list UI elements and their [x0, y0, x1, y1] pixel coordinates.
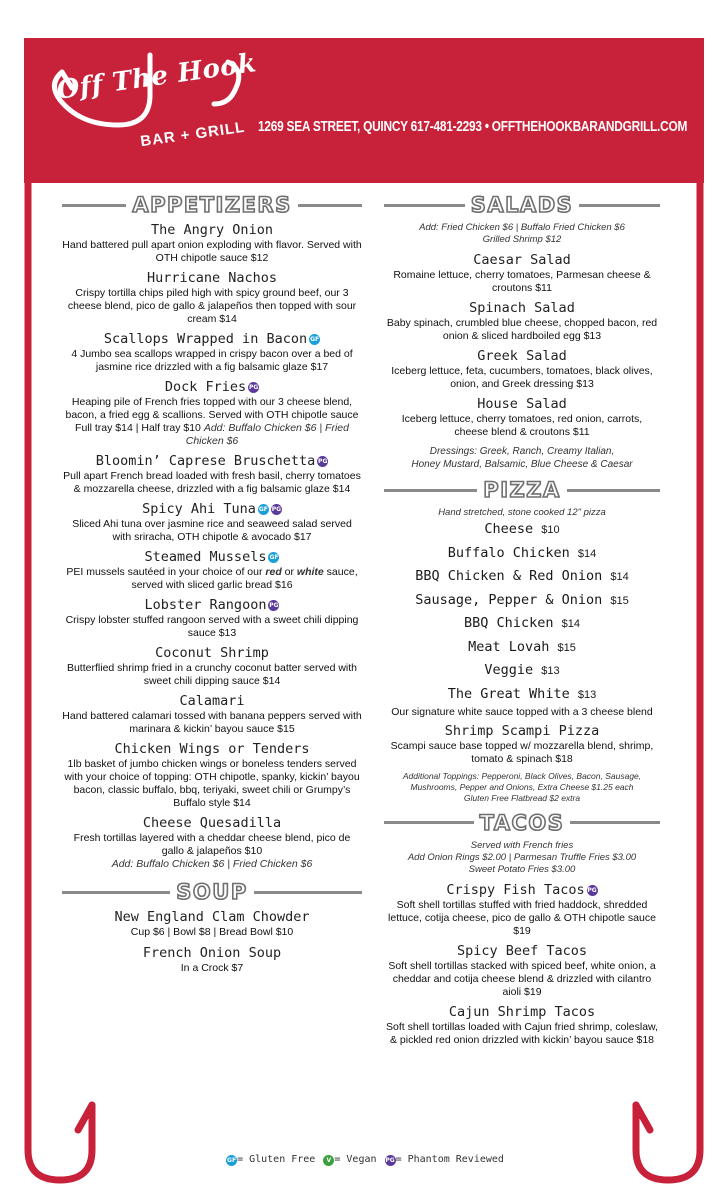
menu-item — [62, 453, 362, 496]
item-name: Spinach Salad — [469, 300, 575, 316]
pizza-title: PIZZA — [483, 478, 561, 502]
item-desc: Romaine lettuce, cherry tomatoes, Parmesan cheese & croutons $11 — [393, 269, 651, 294]
item-name: Spicy Ahi Tuna — [142, 501, 256, 517]
item-desc: 1lb basket of jumbo chicken wings or boneless tenders served with your choice of topping: OTH chipotle, spanky, kickin’ bayou bacon, classic buffalo, bbq, teriyaki, sweet chili or Grumpy’s Buffalo style $14 — [64, 758, 360, 809]
item-desc: sauce, served with sliced garlic bread $16 — [131, 566, 358, 591]
gluten-free-badge-icon: GF — [269, 554, 279, 561]
pizza-name: Meat Lovah — [468, 638, 550, 655]
item-name: Chicken Wings or Tenders — [114, 741, 310, 757]
phantom-reviewed-badge-icon: PG — [587, 886, 597, 894]
phantom-reviewed-badge-icon: PG — [318, 458, 328, 465]
menu-item — [384, 300, 660, 343]
menu-item — [384, 348, 660, 391]
menu-item — [62, 945, 362, 975]
pizza-price: $10 — [541, 524, 560, 536]
badge-legend — [0, 1154, 728, 1166]
item-name: Scallops Wrapped in Bacon — [103, 331, 308, 347]
pizza-price: $14 — [561, 618, 580, 630]
pizza-item — [384, 521, 660, 539]
pizza-item — [384, 615, 660, 633]
left-column — [62, 192, 362, 980]
menu-item — [62, 815, 362, 871]
item-name: The Angry Onion — [151, 222, 273, 238]
gluten-free-badge-icon: GF — [258, 506, 268, 513]
pizza-price: $13 — [577, 688, 597, 701]
pizza-name: The Great White — [447, 685, 570, 702]
menu-item — [62, 741, 362, 810]
item-name: Caesar Salad — [473, 252, 571, 268]
pizza-name: Veggie — [484, 662, 534, 678]
pizza-name: Buffalo Chicken — [447, 544, 570, 561]
tacos-note: Add Onion Rings $2.00 | Parmesan Truffle Fries $3.00 — [407, 851, 637, 863]
item-name: Coconut Shrimp — [155, 645, 269, 661]
phantom-reviewed-badge-icon: PG — [269, 602, 279, 609]
pizza-name: BBQ Chicken & Red Onion — [415, 568, 603, 584]
item-desc: Hand battered calamari tossed with banana peppers served with marinara & kickin’ bayou sauce $15 — [62, 710, 362, 735]
pizza-price: $14 — [577, 547, 597, 560]
menu-item — [384, 723, 660, 766]
item-desc: Heaping pile of French fries topped with our 3 cheese blend, bacon, a fried egg & scallions. Served with OTH chipotle sauce Full tray $14 | Half tray $10 — [65, 396, 359, 434]
pizza-name: BBQ Chicken — [464, 615, 554, 631]
dressings-note: Dressings: Greek, Ranch, Creamy Italian, — [429, 446, 615, 457]
item-desc: PEI mussels sautéed in your choice of our — [66, 566, 266, 578]
menu-item — [62, 222, 362, 265]
menu-item — [384, 252, 660, 295]
item-name: Calamari — [179, 693, 245, 709]
tacos-note: Served with French fries — [470, 839, 574, 851]
menu-item — [62, 693, 362, 736]
item-desc: Sliced Ahi tuna over jasmine rice and seaweed salad served with sriracha, OTH chipotle & avocado $17 — [72, 518, 352, 543]
item-desc-emph: red — [265, 566, 282, 578]
tacos-note: Sweet Potato Fries $3.00 — [468, 863, 576, 875]
menu-item — [62, 597, 362, 640]
legend-phantom-reviewed: = Phantom Reviewed — [395, 1154, 504, 1165]
toppings-note: Gluten Free Flatbread $2 extra — [463, 792, 581, 803]
pizza-item — [384, 662, 660, 680]
pizza-item — [384, 639, 660, 657]
item-desc: Baby spinach, crumbled blue cheese, chopped bacon, red onion & sliced hardboiled egg $13 — [386, 317, 658, 342]
item-desc: 4 Jumbo sea scallops wrapped in crispy bacon over a bed of jasmine rice drizzled with a fig balsamic glaze $17 — [71, 348, 353, 373]
item-name: Cajun Shrimp Tacos — [448, 1003, 596, 1020]
item-name: French Onion Soup — [142, 945, 282, 961]
item-desc: Cup $6 | Bowl $8 | Bread Bowl $10 — [130, 926, 294, 938]
item-desc: Butterflied shrimp fried in a crunchy coconut batter served with sweet chili dipping sauce $14 — [66, 662, 358, 687]
gluten-free-badge-icon: GF — [310, 336, 320, 343]
item-desc: Soft shell tortillas stuffed with fried haddock, shredded lettuce, cotija cheese, pico de gallo & OTH chipotle sauce $19 — [388, 898, 656, 937]
item-desc: Crispy lobster stuffed rangoon served with a sweet chili dipping sauce $13 — [65, 614, 359, 639]
pizza-price: $13 — [541, 665, 560, 677]
pizza-item — [384, 545, 660, 563]
item-name: Cheese Quesadilla — [142, 815, 282, 831]
menu-item — [62, 549, 362, 592]
dressings-note: Honey Mustard, Balsamic, Blue Cheese & Caesar — [411, 459, 633, 470]
item-desc: In a Crock $7 — [180, 962, 244, 974]
item-desc: or — [281, 566, 297, 578]
item-desc: Soft shell tortillas stacked with spiced beef, white onion, a cheddar and cotija cheese blend & drizzled with cilantro aioli $19 — [388, 959, 656, 998]
left-hook-barb — [78, 1105, 92, 1130]
header-banner — [24, 38, 704, 183]
item-name: Greek Salad — [477, 348, 567, 364]
legend-vegan: = Vegan — [334, 1154, 377, 1165]
item-name: Hurricane Nachos — [146, 270, 278, 286]
item-name: New England Clam Chowder — [114, 909, 310, 925]
pizza-price: $14 — [610, 571, 629, 583]
menu-item — [384, 1004, 660, 1047]
item-name: Bloomin’ Caprese Bruschetta — [95, 453, 316, 469]
logo-subtitle: BAR + GRILL — [139, 118, 247, 151]
pizza-item — [384, 686, 660, 704]
menu-item — [62, 270, 362, 326]
appetizers-heading — [62, 192, 362, 218]
pizza-name: Sausage, Pepper & Onion — [415, 591, 603, 608]
pizza-price: $15 — [610, 594, 629, 607]
menu-item — [384, 396, 660, 439]
soup-title: SOUP — [176, 880, 248, 904]
toppings-note: Mushrooms, Pepper and Onions, Extra Cheese $1.25 each — [410, 781, 634, 792]
appetizers-title: APPETIZERS — [132, 193, 292, 217]
phantom-reviewed-badge-icon: PG — [271, 506, 282, 513]
address-line: 1269 SEA STREET, QUINCY 617-481-2293 • OFFTHEHOOKBARANDGRILL.COM — [258, 119, 688, 135]
gluten-free-badge-icon: GF — [227, 1157, 237, 1164]
menu-item — [62, 379, 362, 448]
item-name: Spicy Beef Tacos — [456, 942, 588, 959]
item-desc: Iceberg lettuce, feta, cucumbers, tomatoes, black olives, onion, and Greek dressing $13 — [391, 365, 653, 390]
item-desc: Fresh tortillas layered with a cheddar cheese blend, pico de gallo & jalapeños $10 — [73, 832, 351, 857]
pizza-note: Hand stretched, stone cooked 12" pizza — [438, 507, 606, 518]
item-name: Shrimp Scampi Pizza — [444, 722, 600, 739]
item-desc: Scampi sauce base topped w/ mozzarella blend, shrimp, tomato & spinach $18 — [390, 739, 654, 765]
pizza-heading — [384, 477, 660, 503]
item-desc: Crispy tortilla chips piled high with spicy ground beef, our 3 cheese blend, pico de gallo & jalapeños then topped with sour cream $14 — [67, 287, 357, 325]
menu-item — [62, 501, 362, 544]
menu-item — [62, 909, 362, 939]
item-desc: Hand battered pull apart onion exploding with flavor. Served with OTH chipotle sauce $12 — [62, 239, 362, 264]
item-add-note: Add: Buffalo Chicken $6 | Fried Chicken $6 — [111, 858, 313, 870]
menu-item — [62, 331, 362, 374]
item-desc: Our signature white sauce topped with a 3 cheese blend — [391, 705, 653, 718]
toppings-note: Additional Toppings: Pepperoni, Black Olives, Bacon, Sausage, — [402, 770, 642, 781]
phantom-reviewed-badge-icon: PG — [385, 1157, 395, 1164]
tacos-heading — [384, 810, 660, 836]
soup-heading — [62, 879, 362, 905]
salads-title: SALADS — [470, 193, 574, 217]
item-desc: Iceberg lettuce, cherry tomatoes, red onion, carrots, cheese blend & croutons $11 — [401, 413, 643, 438]
item-desc: Pull apart French bread loaded with fresh basil, cherry tomatoes & mozzarella cheese, drizzled with a fig balsamic glaze $14 — [63, 470, 361, 495]
logo-title: Off The Hook — [54, 48, 259, 106]
pizza-price: $15 — [557, 641, 576, 654]
vegan-badge-icon: V — [323, 1155, 334, 1166]
item-add-note: Add: Buffalo Chicken $6 | Fried Chicken $6 — [185, 422, 349, 447]
item-name: Crispy Fish Tacos — [446, 881, 585, 898]
salads-heading — [384, 192, 660, 218]
salads-note: Grilled Shrimp $12 — [482, 234, 562, 245]
salads-note: Add: Fried Chicken $6 | Buffalo Fried Chicken $6 — [419, 222, 625, 233]
tacos-title: TACOS — [479, 810, 565, 835]
legend-gluten-free: = Gluten Free — [237, 1154, 316, 1165]
menu-item — [62, 645, 362, 688]
item-desc-emph: white — [296, 566, 324, 578]
item-name: Dock Fries — [164, 379, 247, 395]
pizza-item — [384, 592, 660, 610]
pizza-name: Cheese — [484, 521, 534, 537]
item-name: House Salad — [477, 396, 567, 412]
right-column — [384, 192, 660, 1052]
pizza-item — [384, 568, 660, 586]
phantom-reviewed-badge-icon: PG — [248, 384, 259, 391]
menu-item — [384, 882, 660, 938]
item-name: Lobster Rangoon — [144, 597, 267, 613]
item-name: Steamed Mussels — [144, 549, 267, 565]
menu-item — [384, 943, 660, 999]
item-desc: Soft shell tortillas loaded with Cajun fried shrimp, coleslaw, & pickled red onion drizzled with kickin’ bayou sauce $18 — [386, 1020, 658, 1046]
right-hook-barb — [636, 1105, 650, 1130]
